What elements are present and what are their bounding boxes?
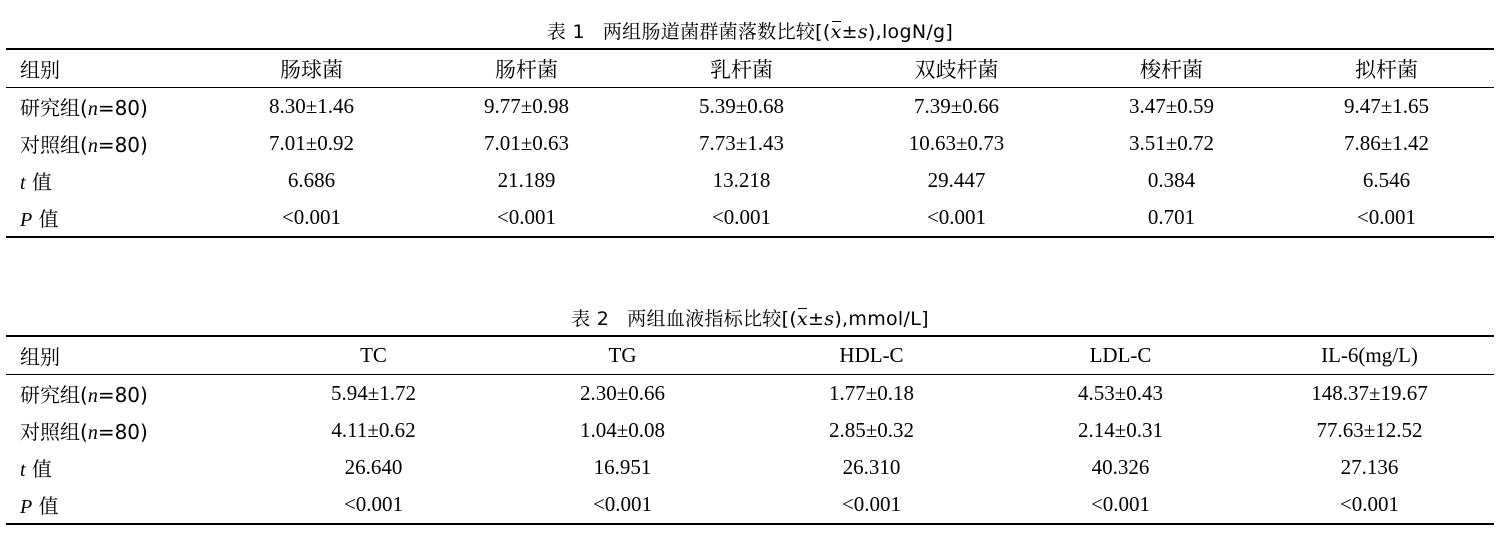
column-header: IL-6(mg/L) xyxy=(1245,336,1494,375)
table-cell: <0.001 xyxy=(841,492,902,516)
table-cell: 8.30±1.46 xyxy=(268,94,355,118)
row-label-symbol: t xyxy=(20,172,26,194)
row-label-suffix: 值 xyxy=(25,170,52,194)
table-cell: <0.001 xyxy=(926,205,987,229)
table-cell: 29.447 xyxy=(927,168,986,192)
table-2-title: 两组血液指标比较[( xyxy=(627,308,798,330)
table-cell: <0.001 xyxy=(343,492,404,516)
table-1-body xyxy=(6,49,1494,237)
table-cell: 27.136 xyxy=(1340,455,1399,479)
table-cell: 10.63±0.73 xyxy=(908,131,1005,155)
column-header: 拟杆菌 xyxy=(1279,49,1494,88)
table-cell: 7.01±0.92 xyxy=(268,131,355,155)
table-1-plusminus: ± xyxy=(841,21,858,43)
row-label-suffix: =80) xyxy=(97,420,148,444)
column-header-group: 组别 xyxy=(6,49,204,88)
table-cell: 2.30±0.66 xyxy=(579,381,666,405)
table-1-title: 两组肠道菌群菌落数比较[( xyxy=(602,21,831,43)
table-1 xyxy=(6,48,1494,238)
header-row xyxy=(6,49,1494,88)
table-1-sd-symbol: s xyxy=(857,21,868,43)
table-cell: 7.39±0.66 xyxy=(913,94,1000,118)
table-2-block xyxy=(0,303,1500,525)
row-label xyxy=(6,412,249,449)
table-cell: 40.326 xyxy=(1091,455,1150,479)
table-cell: 0.701 xyxy=(1147,205,1196,229)
table-row xyxy=(6,412,1494,449)
row-label-symbol: P xyxy=(20,209,33,231)
table-cell: 3.51±0.72 xyxy=(1128,131,1215,155)
table-cell: 3.47±0.59 xyxy=(1128,94,1215,118)
column-header: HDL-C xyxy=(747,336,996,375)
row-label-symbol: t xyxy=(20,459,26,481)
table-cell: 26.310 xyxy=(842,455,901,479)
table-1-mean-symbol: x xyxy=(831,16,842,48)
table-cell: 7.01±0.63 xyxy=(483,131,570,155)
row-label-suffix: =80) xyxy=(97,133,148,157)
row-label xyxy=(6,199,204,237)
row-label xyxy=(6,88,204,126)
table-cell: 5.39±0.68 xyxy=(698,94,785,118)
table-cell: <0.001 xyxy=(592,492,653,516)
table-cell: 9.77±0.98 xyxy=(483,94,570,118)
table-cell: 148.37±19.67 xyxy=(1311,381,1428,405)
table-2-mean-symbol: x xyxy=(797,303,808,335)
table-cell: 2.85±0.32 xyxy=(828,418,915,442)
table-row xyxy=(6,375,1494,413)
row-label xyxy=(6,486,249,524)
row-label-suffix: 值 xyxy=(25,457,52,481)
table-cell: 16.951 xyxy=(593,455,652,479)
row-label-symbol: n xyxy=(87,135,98,157)
table-cell: 2.14±0.31 xyxy=(1077,418,1164,442)
table-row xyxy=(6,162,1494,199)
table-row xyxy=(6,486,1494,524)
table-cell: 26.640 xyxy=(344,455,403,479)
table-cell: <0.001 xyxy=(281,205,342,229)
table-2 xyxy=(6,335,1494,525)
row-label-symbol: n xyxy=(87,98,98,120)
table-cell: 21.189 xyxy=(497,168,556,192)
table-2-unit: ),mmol/L] xyxy=(834,308,929,330)
table-cell: 7.86±1.42 xyxy=(1343,131,1430,155)
row-label-suffix: =80) xyxy=(97,96,148,120)
row-label-prefix: 对照组( xyxy=(20,420,88,444)
table-1-unit: ),logN/g] xyxy=(867,21,954,43)
row-label-suffix: 值 xyxy=(32,207,59,231)
row-label-prefix: 研究组( xyxy=(20,383,88,407)
table-row xyxy=(6,88,1494,126)
table-cell: <0.001 xyxy=(1356,205,1417,229)
table-cell: <0.001 xyxy=(711,205,772,229)
column-header: 肠球菌 xyxy=(204,49,419,88)
table-cell: <0.001 xyxy=(1339,492,1400,516)
table-cell: 77.63±12.52 xyxy=(1316,418,1423,442)
table-row xyxy=(6,125,1494,162)
table-cell: 1.77±0.18 xyxy=(828,381,915,405)
column-header: 肠杆菌 xyxy=(419,49,634,88)
table-row xyxy=(6,199,1494,237)
table-row xyxy=(6,449,1494,486)
table-cell: <0.001 xyxy=(1090,492,1151,516)
row-label-prefix: 对照组( xyxy=(20,133,88,157)
table-cell: 4.53±0.43 xyxy=(1077,381,1164,405)
table-cell: 6.686 xyxy=(287,168,336,192)
table-cell: 9.47±1.65 xyxy=(1343,94,1430,118)
table-cell: 13.218 xyxy=(712,168,771,192)
table-cell: 1.04±0.08 xyxy=(579,418,666,442)
table-cell: 5.94±1.72 xyxy=(330,381,417,405)
column-header: 双歧杆菌 xyxy=(849,49,1064,88)
row-label xyxy=(6,162,204,199)
table-cell: 6.546 xyxy=(1362,168,1411,192)
column-header: LDL-C xyxy=(996,336,1245,375)
column-header: 梭杆菌 xyxy=(1064,49,1279,88)
table-cell: 4.11±0.62 xyxy=(331,418,416,442)
table-1-caption xyxy=(0,16,1500,48)
table-cell: <0.001 xyxy=(496,205,557,229)
column-header: 乳杆菌 xyxy=(634,49,849,88)
column-header-group: 组别 xyxy=(6,336,249,375)
table-2-plusminus: ± xyxy=(808,308,825,330)
column-header: TG xyxy=(498,336,747,375)
table-2-sd-symbol: s xyxy=(824,308,835,330)
table-2-number: 表 2 xyxy=(571,308,610,330)
row-label-symbol: n xyxy=(87,385,98,407)
table-1-block xyxy=(0,16,1500,238)
header-row xyxy=(6,336,1494,375)
row-label xyxy=(6,125,204,162)
row-label-suffix: 值 xyxy=(32,494,59,518)
table-2-body xyxy=(6,336,1494,524)
row-label-symbol: n xyxy=(87,422,98,444)
table-cell: 7.73±1.43 xyxy=(698,131,785,155)
table-2-caption xyxy=(0,303,1500,335)
row-label xyxy=(6,375,249,413)
row-label xyxy=(6,449,249,486)
column-header: TC xyxy=(249,336,498,375)
table-1-number: 表 1 xyxy=(546,21,585,43)
table-cell: 0.384 xyxy=(1147,168,1196,192)
row-label-symbol: P xyxy=(20,496,33,518)
row-label-suffix: =80) xyxy=(97,383,148,407)
row-label-prefix: 研究组( xyxy=(20,96,88,120)
